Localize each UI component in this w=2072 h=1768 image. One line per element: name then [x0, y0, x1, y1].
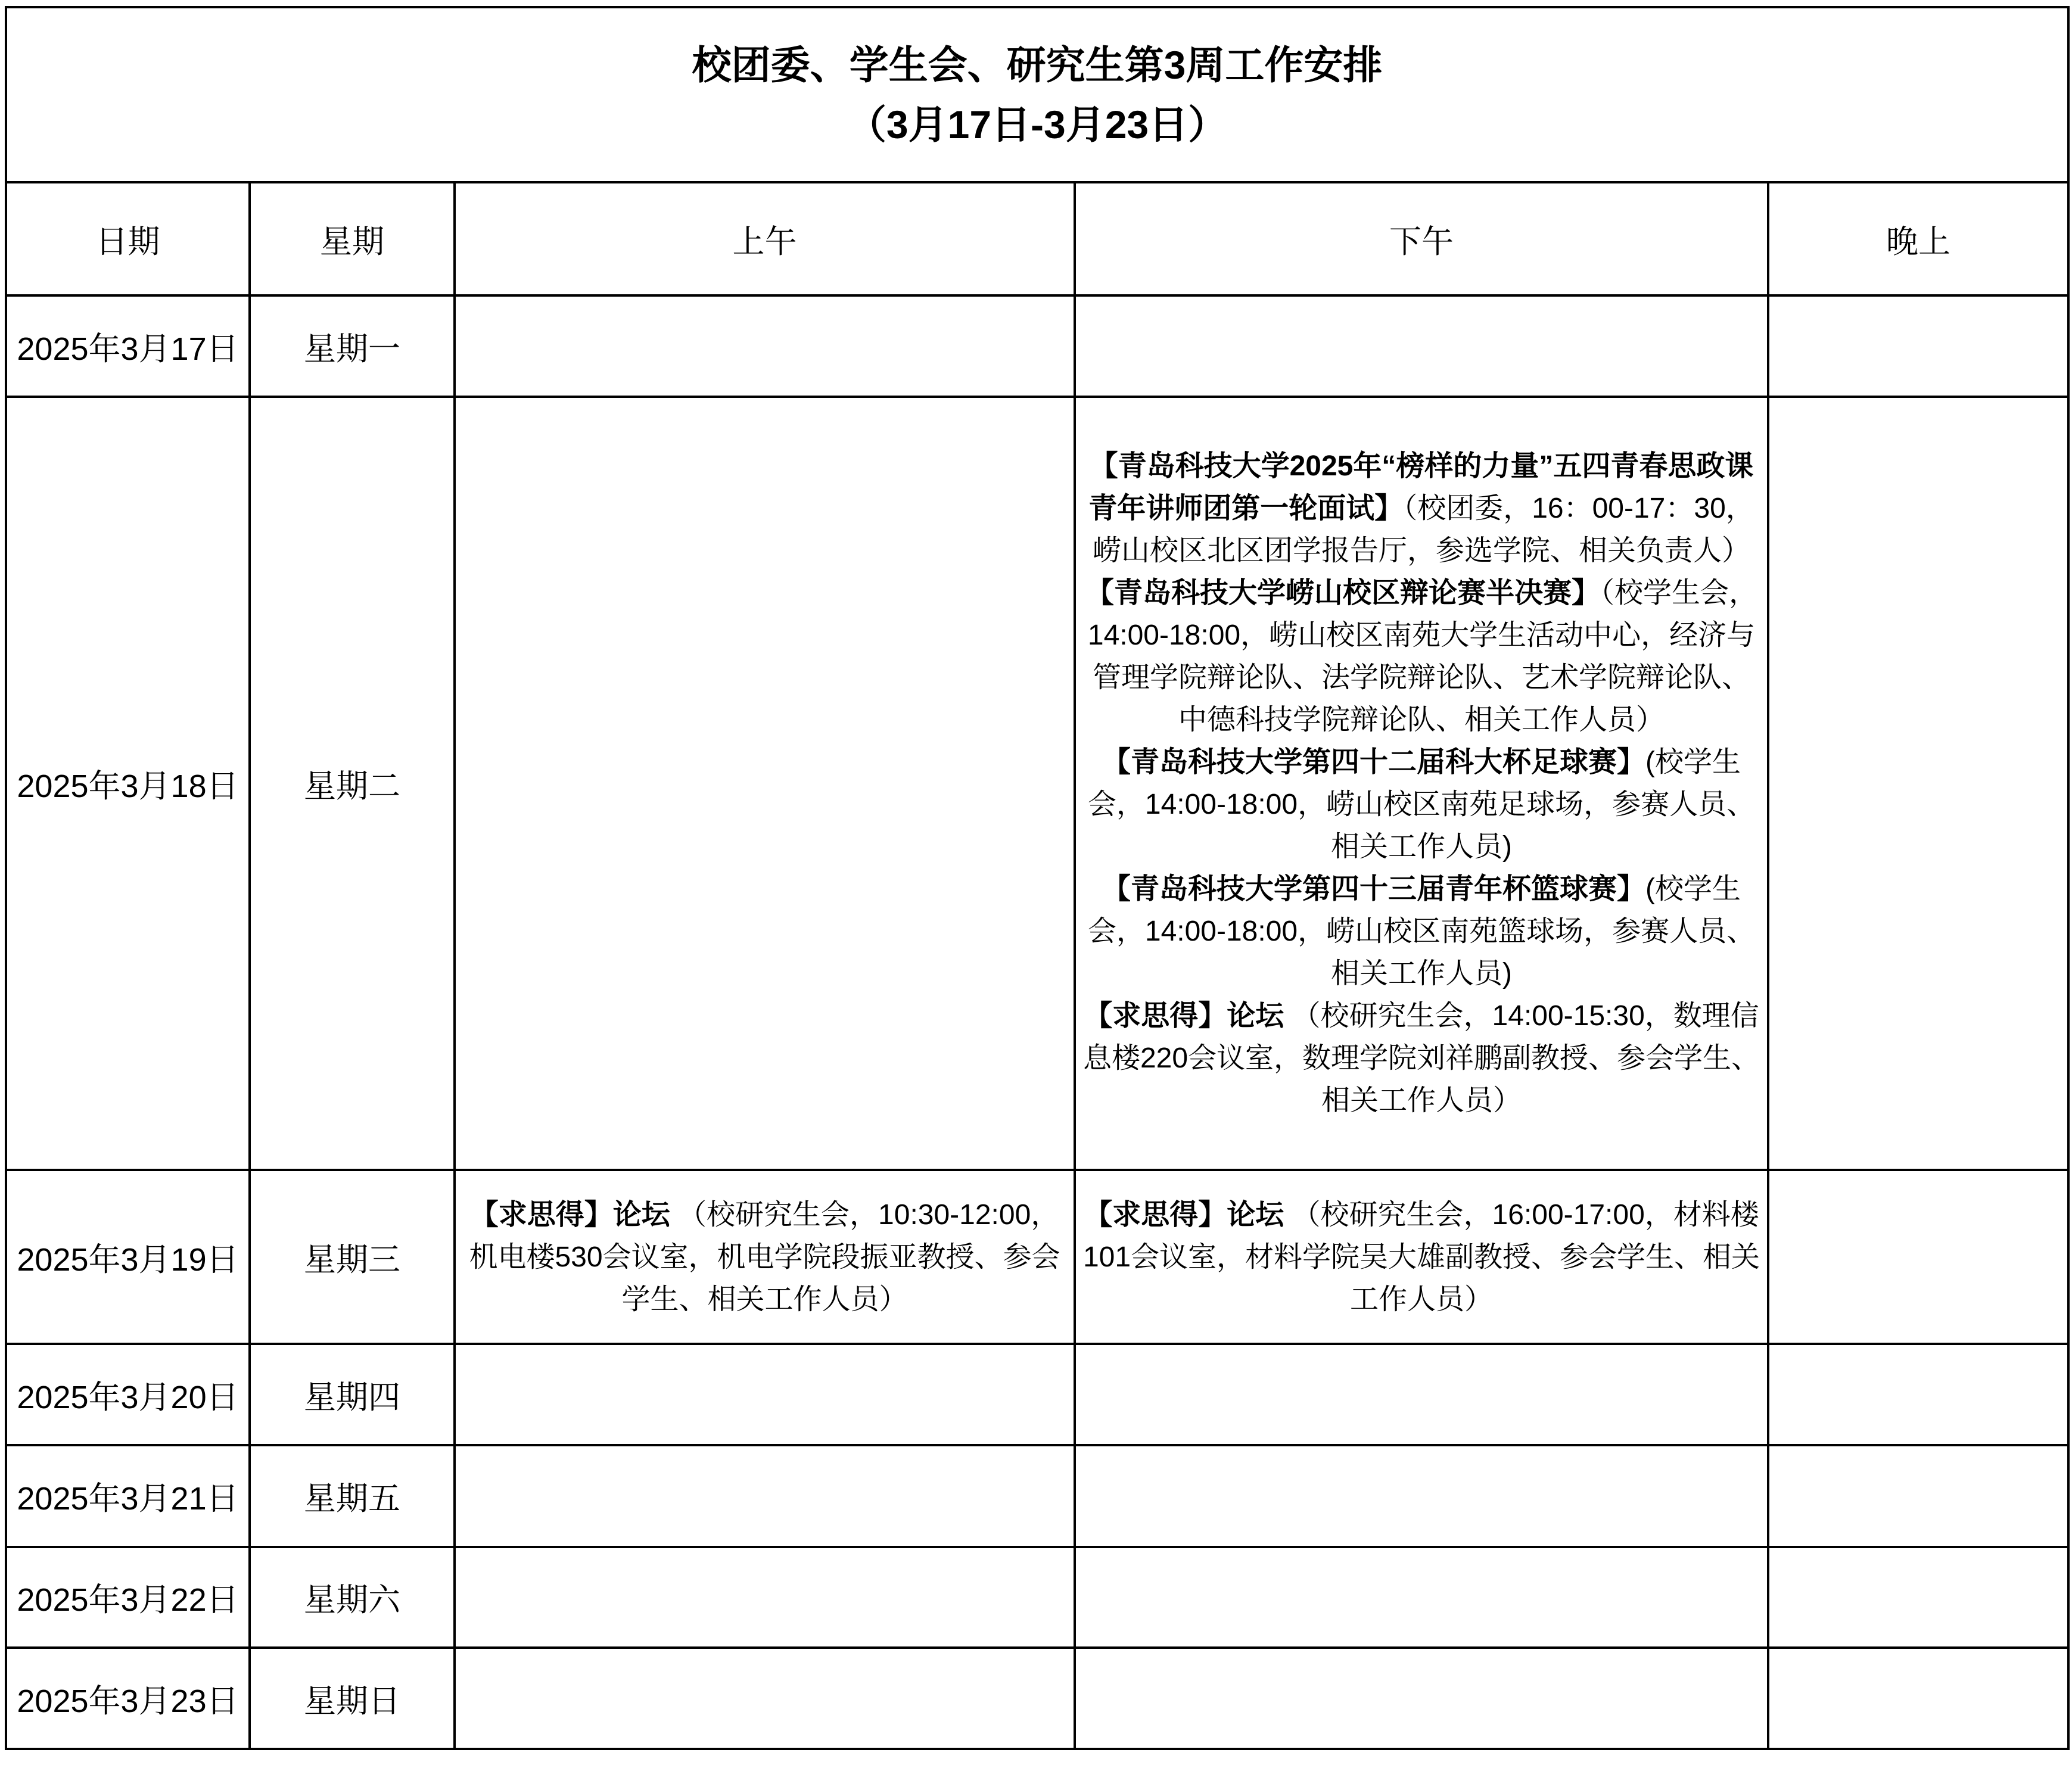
column-header-date: 日期 [6, 182, 250, 295]
evening-cell [1768, 1344, 2068, 1445]
date-cell: 2025年3月21日 [6, 1445, 250, 1547]
weekday-cell: 星期五 [250, 1445, 455, 1547]
morning-cell [455, 1445, 1075, 1547]
evening-cell [1768, 1170, 2068, 1344]
schedule-sheet [5, 6, 2070, 1750]
morning-cell [455, 1344, 1075, 1445]
morning-cell [455, 1648, 1075, 1749]
schedule-row [6, 295, 2068, 397]
page-title-line2: （3月17日-3月23日） [847, 102, 1228, 147]
event-details: （校研究生会，16:00-17:00，材料楼101会议室，材料学院吴大雄副教授、参会学生、相关工作人员） [1082, 1199, 1760, 1315]
event-details: （校研究生会，14:00-15:30，数理信息楼220会议室，数理学院刘祥鹏副教授、参会学生、相关工作人员） [1082, 1000, 1760, 1116]
event-item [1081, 445, 1762, 572]
weekday-cell: 星期日 [250, 1648, 455, 1749]
morning-cell [455, 295, 1075, 397]
event-title: 【青岛科技大学第四十三届青年杯篮球赛】 [1102, 873, 1645, 905]
page-title-line1: 校团委、学生会、研究生第3周工作安排 [692, 43, 1383, 87]
date-cell: 2025年3月22日 [6, 1547, 250, 1648]
evening-cell [1768, 1547, 2068, 1648]
schedule-row [6, 1445, 2068, 1547]
event-item [1081, 1194, 1762, 1321]
afternoon-cell [1075, 1547, 1768, 1648]
title-row [6, 7, 2068, 182]
weekday-cell: 星期三 [250, 1170, 455, 1344]
column-header-afternoon: 下午 [1075, 182, 1768, 295]
date-cell: 2025年3月20日 [6, 1344, 250, 1445]
event-item [1081, 868, 1762, 995]
event-title: 【求思得】论坛 [1084, 1000, 1284, 1032]
event-details: （校学生会，14:00-18:00，崂山校区南苑大学生活动中心，经济与管理学院辩论队、法学院辩论队、艺术学院辩论队、中德科技学院辩论队、相关工作人员） [1087, 577, 1758, 736]
evening-cell [1768, 1648, 2068, 1749]
morning-cell [455, 397, 1075, 1170]
event-details: (校学生会，14:00-18:00，崂山校区南苑篮球场，参赛人员、相关工作人员) [1087, 873, 1756, 989]
event-details: （校团委，16：00-17：30，崂山校区北区团学报告厅，参选学院、相关负责人） [1092, 493, 1754, 566]
date-cell: 2025年3月19日 [6, 1170, 250, 1344]
page-title [6, 7, 2068, 182]
event-details: （校研究生会，10:30-12:00，机电楼530会议室，机电学院段振亚教授、参会学生、相关工作人员） [469, 1199, 1060, 1315]
event-title: 【青岛科技大学2025年“榜样的力量”五四青春思政课青年讲师团第一轮面试】 [1088, 450, 1754, 524]
event-item [461, 1194, 1069, 1321]
column-header-weekday: 星期 [250, 182, 455, 295]
morning-cell [455, 1170, 1075, 1344]
schedule-row [6, 1344, 2068, 1445]
weekday-cell: 星期二 [250, 397, 455, 1170]
schedule-row [6, 1547, 2068, 1648]
schedule-row [6, 1648, 2068, 1749]
afternoon-cell [1075, 1170, 1768, 1344]
event-item [1081, 572, 1762, 741]
event-title: 【青岛科技大学崂山校区辩论赛半决赛】 [1085, 577, 1600, 609]
schedule-row [6, 1170, 2068, 1344]
morning-cell [455, 1547, 1075, 1648]
header-row [6, 182, 2068, 295]
evening-cell [1768, 295, 2068, 397]
schedule-row [6, 397, 2068, 1170]
event-details: (校学生会，14:00-18:00，崂山校区南苑足球场，参赛人员、相关工作人员) [1087, 746, 1756, 863]
event-title: 【求思得】论坛 [1084, 1199, 1284, 1231]
column-header-morning: 上午 [455, 182, 1075, 295]
schedule-table [5, 6, 2070, 1750]
weekday-cell: 星期四 [250, 1344, 455, 1445]
event-item [1081, 995, 1762, 1122]
weekday-cell: 星期一 [250, 295, 455, 397]
event-title: 【青岛科技大学第四十二届科大杯足球赛】 [1102, 746, 1645, 778]
afternoon-cell [1075, 1344, 1768, 1445]
afternoon-cell [1075, 397, 1768, 1170]
evening-cell [1768, 397, 2068, 1170]
weekday-cell: 星期六 [250, 1547, 455, 1648]
column-header-evening: 晚上 [1768, 182, 2068, 295]
event-title: 【求思得】论坛 [469, 1199, 670, 1231]
date-cell: 2025年3月23日 [6, 1648, 250, 1749]
afternoon-cell [1075, 1445, 1768, 1547]
afternoon-cell [1075, 1648, 1768, 1749]
afternoon-cell [1075, 295, 1768, 397]
event-item [1081, 741, 1762, 868]
evening-cell [1768, 1445, 2068, 1547]
date-cell: 2025年3月17日 [6, 295, 250, 397]
date-cell: 2025年3月18日 [6, 397, 250, 1170]
